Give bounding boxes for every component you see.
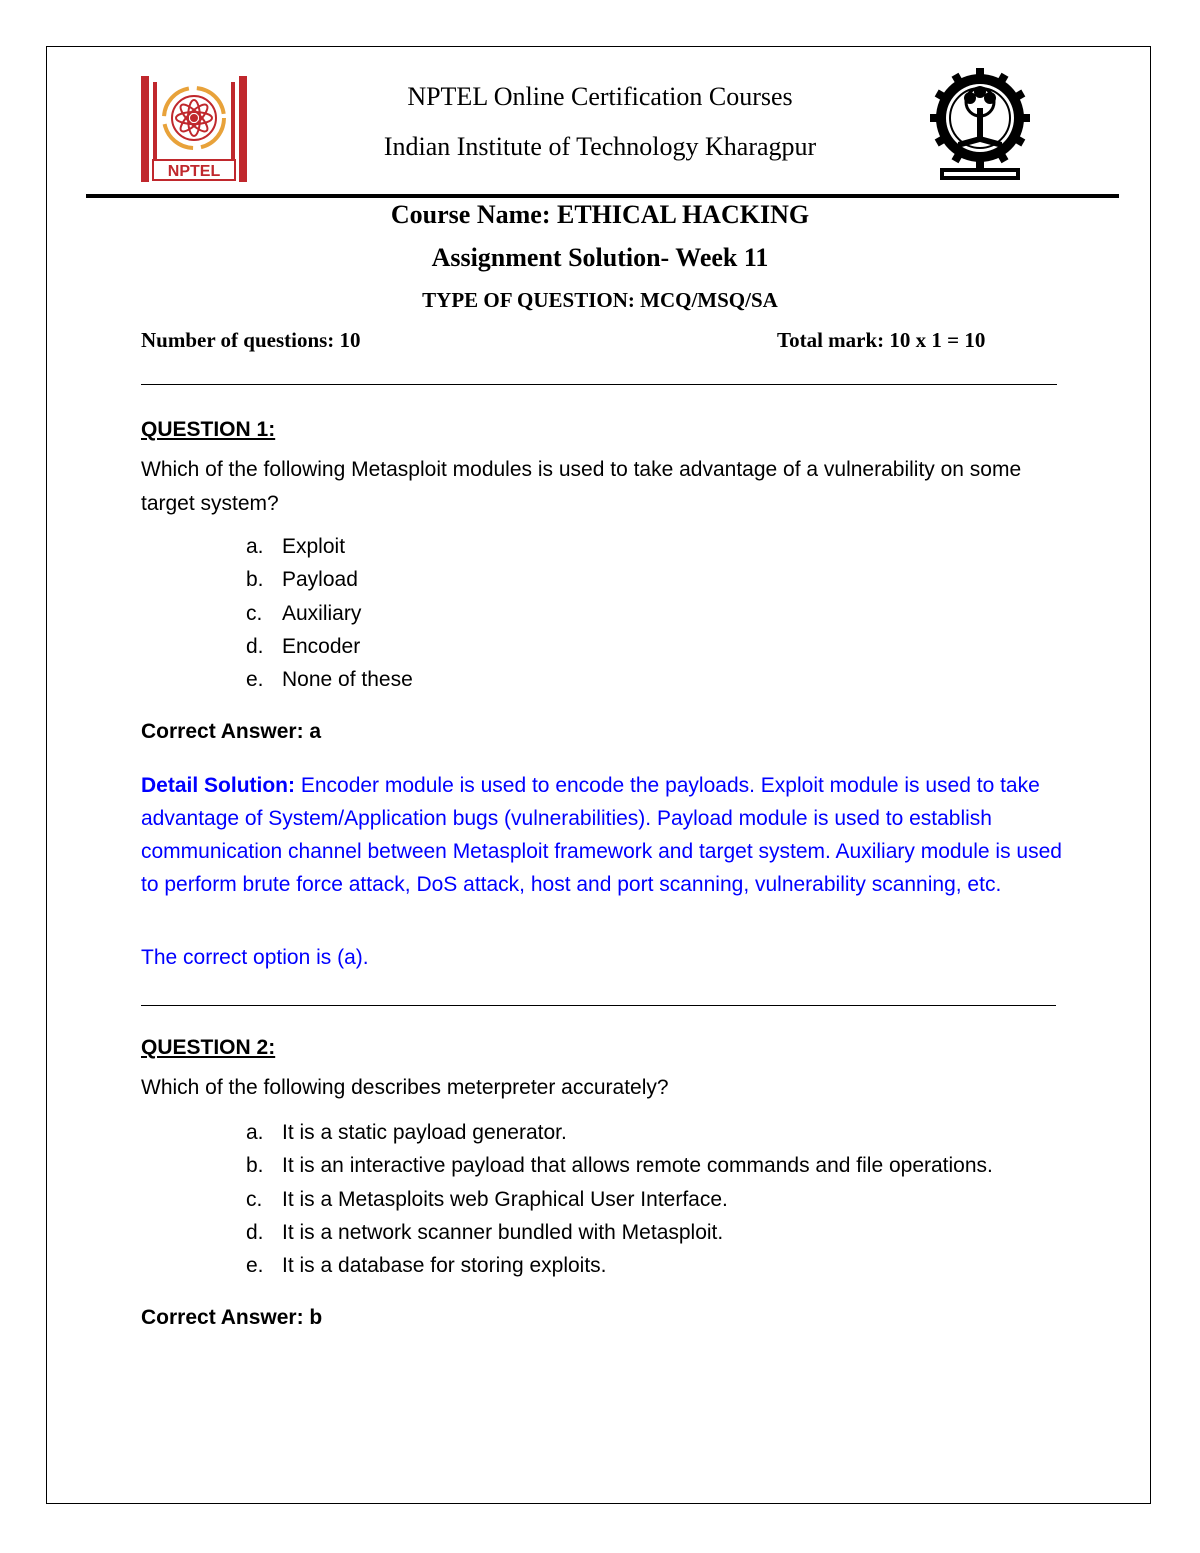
question-divider bbox=[141, 1005, 1056, 1006]
header-title: NPTEL Online Certification Courses bbox=[407, 82, 793, 111]
question-2-correct-answer: Correct Answer: b bbox=[141, 1306, 323, 1329]
option-letter: d. bbox=[246, 1220, 264, 1244]
list-item bbox=[246, 530, 413, 563]
total-mark: Total mark: 10 x 1 = 10 bbox=[777, 328, 986, 352]
list-item bbox=[246, 1149, 993, 1182]
list-item bbox=[246, 630, 413, 663]
option-letter: e. bbox=[246, 668, 264, 692]
option-text: It is a database for storing exploits. bbox=[282, 1254, 607, 1278]
option-letter: b. bbox=[246, 1154, 264, 1178]
list-item bbox=[246, 1249, 993, 1282]
question-1-correct-answer: Correct Answer: a bbox=[141, 720, 322, 743]
question-1-text: Which of the following Metasploit modules is used to take advantage of a vulnerability on some target system? bbox=[141, 458, 1022, 515]
option-letter: b. bbox=[246, 568, 264, 592]
option-text: It is an interactive payload that allows remote commands and file operations. bbox=[282, 1154, 993, 1178]
option-text: It is a static payload generator. bbox=[282, 1121, 567, 1144]
detail-solution-text: Encoder module is used to encode the payloads. Exploit module is used to take advantage of System/Application bugs (vulnerabilities). Payload module is used to establish communication channel between Metasploit framework and target system. Auxiliary module is used to perform brute force attack, DoS attack, host and port scanning, vulnerability scanning, etc. bbox=[141, 774, 1062, 896]
option-letter: c. bbox=[246, 1187, 263, 1211]
question-1-correct-option: The correct option is (a). bbox=[141, 946, 369, 969]
list-item bbox=[246, 597, 413, 630]
option-text: Auxiliary bbox=[282, 601, 362, 625]
list-item bbox=[246, 1216, 993, 1249]
option-letter: a. bbox=[246, 535, 264, 558]
option-letter: c. bbox=[246, 601, 263, 625]
option-text: It is a network scanner bundled with Metasploit. bbox=[282, 1220, 724, 1244]
question-2-text: Which of the following describes meterpreter accurately? bbox=[141, 1076, 669, 1099]
question-2-options bbox=[246, 1116, 993, 1282]
detail-solution-label: Detail Solution: bbox=[141, 774, 295, 797]
option-text: Exploit bbox=[282, 535, 346, 558]
list-item bbox=[246, 663, 413, 696]
option-text: None of these bbox=[282, 668, 413, 692]
list-item bbox=[246, 563, 413, 596]
list-item bbox=[246, 1183, 993, 1216]
header-subtitle: Indian Institute of Technology Kharagpur bbox=[383, 132, 817, 161]
list-item bbox=[246, 1116, 993, 1149]
nptel-logo-text: NPTEL bbox=[167, 163, 221, 180]
option-text: Payload bbox=[282, 568, 358, 592]
nptel-logo-icon bbox=[141, 76, 247, 182]
question-2-heading: QUESTION 2: bbox=[141, 1036, 276, 1059]
section-divider bbox=[141, 384, 1057, 385]
option-text: Encoder bbox=[282, 634, 361, 658]
question-1-heading: QUESTION 1: bbox=[141, 418, 276, 441]
option-letter: e. bbox=[246, 1254, 264, 1278]
header-divider bbox=[86, 194, 1119, 198]
option-text: It is a Metasploits web Graphical User Interface. bbox=[282, 1187, 728, 1211]
question-1-detail-solution bbox=[141, 769, 1066, 901]
assignment-title: Assignment Solution- Week 11 bbox=[431, 243, 769, 272]
question-type: TYPE OF QUESTION: MCQ/MSQ/SA bbox=[422, 288, 778, 312]
option-letter: a. bbox=[246, 1121, 264, 1144]
option-letter: d. bbox=[246, 634, 264, 658]
question-1-options bbox=[246, 530, 413, 696]
iit-kharagpur-logo-icon bbox=[930, 68, 1030, 184]
number-of-questions: Number of questions: 10 bbox=[141, 328, 361, 352]
course-name: Course Name: ETHICAL HACKING bbox=[390, 200, 810, 229]
